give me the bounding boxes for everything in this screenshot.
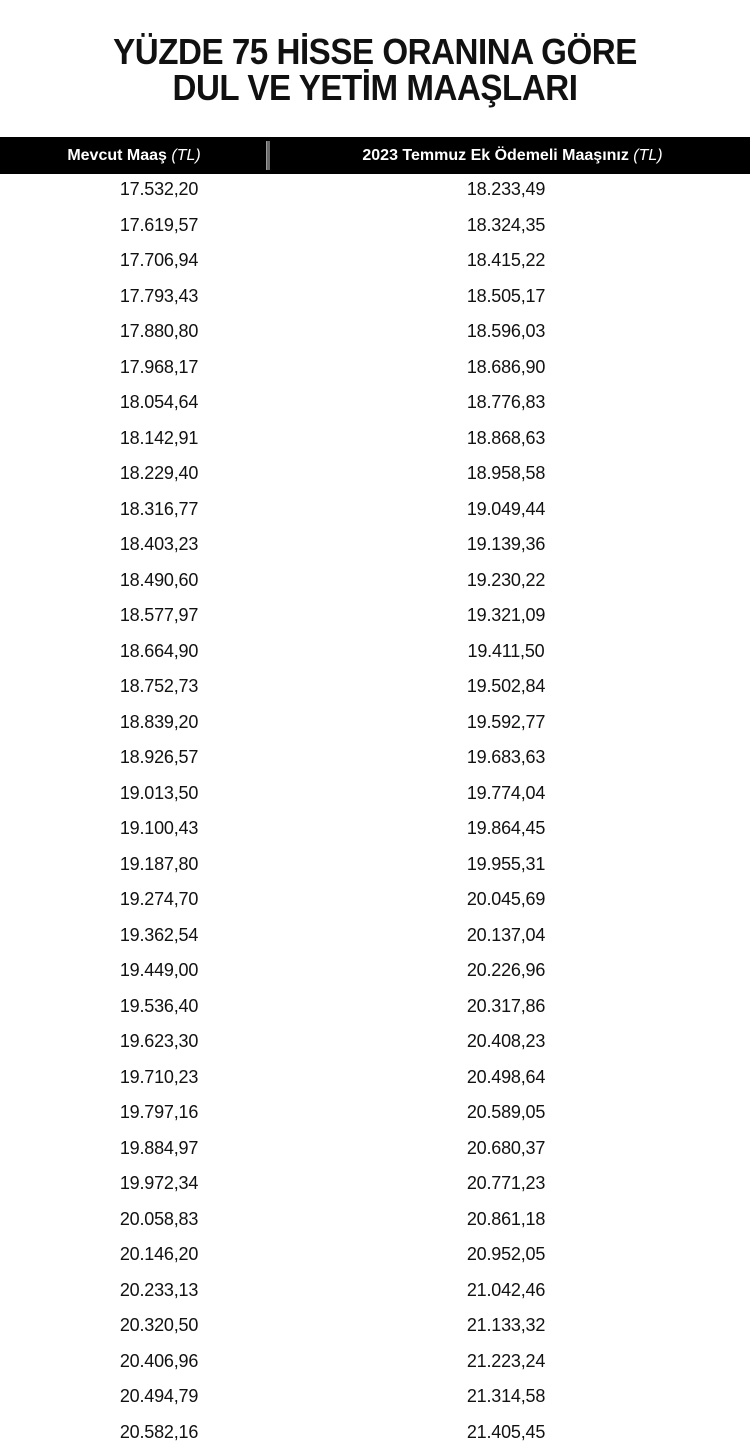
new-salary-cell: 19.411,50 (318, 634, 694, 670)
new-salary-cell: 20.408,23 (318, 1024, 694, 1060)
new-salary-cell: 19.502,84 (318, 669, 694, 705)
current-salary-cell: 19.362,54 (0, 918, 318, 954)
table-row (0, 882, 750, 918)
new-salary-cell: 18.776,83 (318, 385, 694, 421)
table-row (0, 279, 750, 315)
table-row (0, 1379, 750, 1415)
table-row (0, 634, 750, 670)
new-salary-cell: 20.589,05 (318, 1095, 694, 1131)
new-salary-cell: 18.596,03 (318, 314, 694, 350)
current-salary-cell: 19.623,30 (0, 1024, 318, 1060)
table-row (0, 1131, 750, 1167)
current-salary-cell: 18.490,60 (0, 563, 318, 599)
current-salary-cell: 17.880,80 (0, 314, 318, 350)
new-salary-cell: 18.686,90 (318, 350, 694, 386)
current-salary-cell: 18.839,20 (0, 705, 318, 741)
new-salary-cell: 20.680,37 (318, 1131, 694, 1167)
current-salary-cell: 18.926,57 (0, 740, 318, 776)
table-row (0, 705, 750, 741)
table-row (0, 208, 750, 244)
table-row (0, 492, 750, 528)
page-title (0, 34, 750, 106)
table-row (0, 1166, 750, 1202)
table-row (0, 421, 750, 457)
new-salary-cell: 20.498,64 (318, 1060, 694, 1096)
new-salary-cell: 18.324,35 (318, 208, 694, 244)
new-salary-cell: 21.042,46 (318, 1273, 694, 1309)
current-salary-cell: 19.100,43 (0, 811, 318, 847)
table-row (0, 243, 750, 279)
new-salary-cell: 18.233,49 (318, 172, 694, 208)
header-new-salary-unit: (TL) (633, 147, 662, 164)
table-row (0, 847, 750, 883)
new-salary-cell: 21.223,24 (318, 1344, 694, 1380)
new-salary-cell: 20.317,86 (318, 989, 694, 1025)
new-salary-cell: 20.045,69 (318, 882, 694, 918)
table-row (0, 953, 750, 989)
current-salary-cell: 19.884,97 (0, 1131, 318, 1167)
current-salary-cell: 18.142,91 (0, 421, 318, 457)
table-row (0, 669, 750, 705)
table-row (0, 1237, 750, 1273)
header-new-salary-label: 2023 Temmuz Ek Ödemeli Maaşınız (362, 147, 633, 164)
header-current-salary-unit: (TL) (171, 147, 200, 164)
new-salary-cell: 18.505,17 (318, 279, 694, 315)
current-salary-cell: 20.058,83 (0, 1202, 318, 1238)
current-salary-cell: 19.274,70 (0, 882, 318, 918)
header-current-salary (0, 137, 268, 174)
new-salary-cell: 20.137,04 (318, 918, 694, 954)
current-salary-cell: 19.449,00 (0, 953, 318, 989)
new-salary-cell: 20.861,18 (318, 1202, 694, 1238)
new-salary-cell: 19.774,04 (318, 776, 694, 812)
new-salary-cell: 18.958,58 (318, 456, 694, 492)
new-salary-cell: 19.230,22 (318, 563, 694, 599)
table-body (0, 172, 750, 1450)
table-row (0, 740, 750, 776)
header-divider (266, 141, 270, 170)
current-salary-cell: 19.536,40 (0, 989, 318, 1025)
current-salary-cell: 19.187,80 (0, 847, 318, 883)
table-row (0, 1202, 750, 1238)
current-salary-cell: 17.968,17 (0, 350, 318, 386)
current-salary-cell: 18.316,77 (0, 492, 318, 528)
current-salary-cell: 19.972,34 (0, 1166, 318, 1202)
current-salary-cell: 18.229,40 (0, 456, 318, 492)
current-salary-cell: 19.013,50 (0, 776, 318, 812)
table-row (0, 385, 750, 421)
table-row (0, 1095, 750, 1131)
table-row (0, 918, 750, 954)
current-salary-cell: 17.532,20 (0, 172, 318, 208)
new-salary-cell: 18.415,22 (318, 243, 694, 279)
current-salary-cell: 20.406,96 (0, 1344, 318, 1380)
table-row (0, 314, 750, 350)
table-row (0, 563, 750, 599)
current-salary-cell: 18.054,64 (0, 385, 318, 421)
current-salary-cell: 19.710,23 (0, 1060, 318, 1096)
table-row (0, 527, 750, 563)
table-row (0, 598, 750, 634)
current-salary-cell: 20.320,50 (0, 1308, 318, 1344)
table-row (0, 1415, 750, 1450)
new-salary-cell: 19.955,31 (318, 847, 694, 883)
new-salary-cell: 19.139,36 (318, 527, 694, 563)
table-row (0, 811, 750, 847)
title-line-2: DUL VE YETİM MAAŞLARI (30, 70, 720, 106)
header-new-salary (275, 137, 750, 174)
current-salary-cell: 17.619,57 (0, 208, 318, 244)
table-row (0, 1060, 750, 1096)
table-row (0, 350, 750, 386)
new-salary-cell: 19.683,63 (318, 740, 694, 776)
current-salary-cell: 20.494,79 (0, 1379, 318, 1415)
new-salary-cell: 20.226,96 (318, 953, 694, 989)
table-header (0, 137, 750, 174)
title-line-1: YÜZDE 75 HİSSE ORANINA GÖRE (30, 34, 720, 70)
table-row (0, 776, 750, 812)
header-current-salary-label: Mevcut Maaş (67, 147, 171, 164)
current-salary-cell: 20.582,16 (0, 1415, 318, 1450)
new-salary-cell: 19.864,45 (318, 811, 694, 847)
current-salary-cell: 18.752,73 (0, 669, 318, 705)
table-row (0, 989, 750, 1025)
current-salary-cell: 18.577,97 (0, 598, 318, 634)
new-salary-cell: 21.405,45 (318, 1415, 694, 1450)
table-row (0, 456, 750, 492)
table-row (0, 1024, 750, 1060)
current-salary-cell: 20.146,20 (0, 1237, 318, 1273)
table-row (0, 1344, 750, 1380)
new-salary-cell: 19.321,09 (318, 598, 694, 634)
table-row (0, 1273, 750, 1309)
new-salary-cell: 19.049,44 (318, 492, 694, 528)
current-salary-cell: 17.793,43 (0, 279, 318, 315)
current-salary-cell: 17.706,94 (0, 243, 318, 279)
current-salary-cell: 20.233,13 (0, 1273, 318, 1309)
new-salary-cell: 19.592,77 (318, 705, 694, 741)
current-salary-cell: 19.797,16 (0, 1095, 318, 1131)
new-salary-cell: 18.868,63 (318, 421, 694, 457)
new-salary-cell: 20.952,05 (318, 1237, 694, 1273)
new-salary-cell: 21.133,32 (318, 1308, 694, 1344)
table-row (0, 172, 750, 208)
current-salary-cell: 18.403,23 (0, 527, 318, 563)
new-salary-cell: 20.771,23 (318, 1166, 694, 1202)
new-salary-cell: 21.314,58 (318, 1379, 694, 1415)
current-salary-cell: 18.664,90 (0, 634, 318, 670)
table-row (0, 1308, 750, 1344)
